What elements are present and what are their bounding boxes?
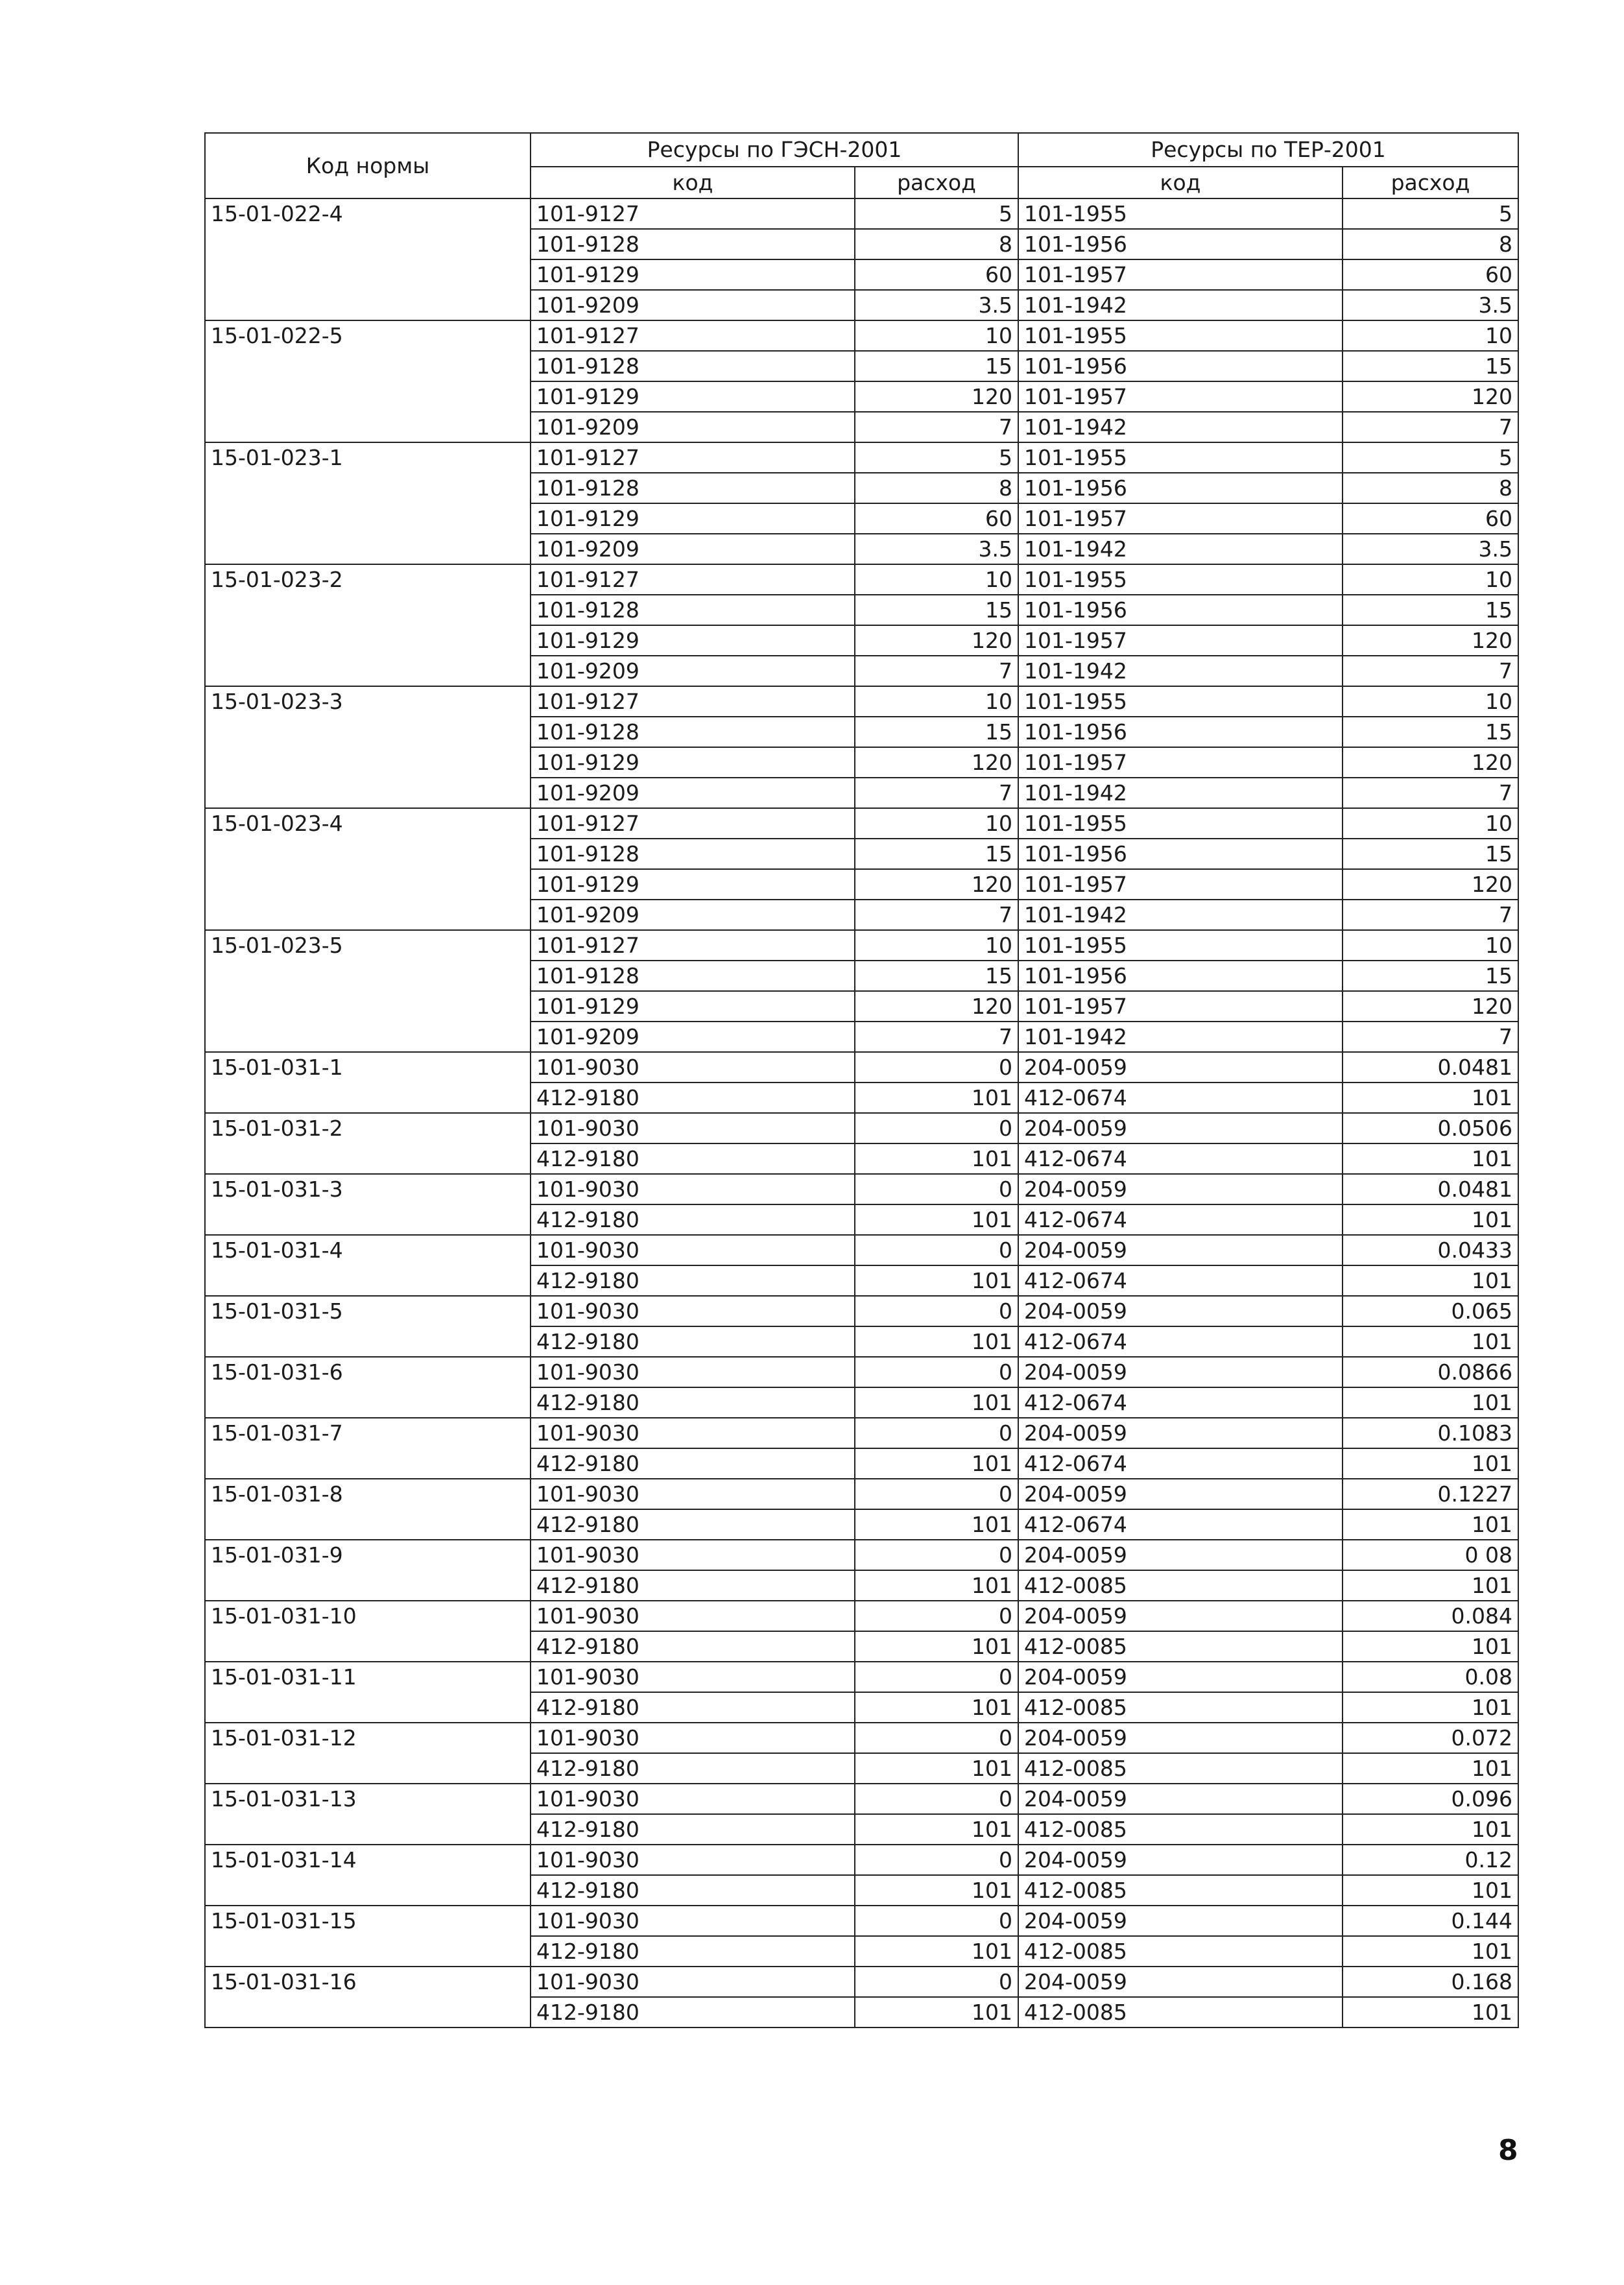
table-row — [205, 1357, 1518, 1387]
gesn-code-cell: 101-9129 — [531, 259, 855, 290]
table-row — [205, 1906, 1518, 1936]
table-row — [205, 564, 1518, 595]
page-number: 8 — [1498, 2134, 1518, 2167]
ter-code-cell: 204-0059 — [1018, 1174, 1343, 1204]
ter-code-cell: 101-1955 — [1018, 320, 1343, 351]
ter-amount-cell: 5 — [1343, 442, 1518, 473]
ter-amount-cell: 0.096 — [1343, 1784, 1518, 1814]
gesn-amount-cell: 101 — [855, 1387, 1018, 1418]
ter-code-cell: 101-1955 — [1018, 198, 1343, 229]
gesn-amount-cell: 15 — [855, 351, 1018, 381]
ter-amount-cell: 10 — [1343, 808, 1518, 839]
norm-code-cell: 15-01-023-4 — [205, 808, 531, 930]
ter-amount-cell: 0.0866 — [1343, 1357, 1518, 1387]
gesn-amount-cell: 7 — [855, 900, 1018, 930]
norm-code-cell: 15-01-023-2 — [205, 564, 531, 686]
norm-code-cell: 15-01-031-2 — [205, 1113, 531, 1174]
ter-code-cell: 412-0674 — [1018, 1387, 1343, 1418]
gesn-amount-cell: 60 — [855, 259, 1018, 290]
ter-amount-cell: 0.084 — [1343, 1601, 1518, 1631]
gesn-amount-cell: 101 — [855, 1753, 1018, 1784]
ter-amount-cell: 101 — [1343, 1448, 1518, 1479]
gesn-amount-cell: 0 — [855, 1235, 1018, 1265]
gesn-amount-cell: 101 — [855, 1814, 1018, 1845]
header-ter-amount: расход — [1343, 167, 1518, 198]
ter-code-cell: 101-1955 — [1018, 930, 1343, 961]
table-header — [205, 133, 1518, 198]
norm-code-cell: 15-01-023-3 — [205, 686, 531, 808]
gesn-code-cell: 412-9180 — [531, 1936, 855, 1967]
ter-code-cell: 412-0674 — [1018, 1143, 1343, 1174]
gesn-amount-cell: 15 — [855, 961, 1018, 991]
ter-amount-cell: 10 — [1343, 564, 1518, 595]
gesn-amount-cell: 101 — [855, 1692, 1018, 1723]
ter-amount-cell: 120 — [1343, 381, 1518, 412]
norm-code-cell: 15-01-023-1 — [205, 442, 531, 564]
ter-code-cell: 101-1957 — [1018, 747, 1343, 778]
ter-amount-cell: 8 — [1343, 229, 1518, 259]
ter-amount-cell: 101 — [1343, 1936, 1518, 1967]
gesn-amount-cell: 101 — [855, 1631, 1018, 1662]
ter-amount-cell: 15 — [1343, 839, 1518, 869]
ter-code-cell: 101-1956 — [1018, 839, 1343, 869]
ter-amount-cell: 0.12 — [1343, 1845, 1518, 1875]
ter-amount-cell: 101 — [1343, 1083, 1518, 1113]
gesn-code-cell: 101-9030 — [531, 1967, 855, 1997]
ter-code-cell: 101-1942 — [1018, 900, 1343, 930]
ter-code-cell: 204-0059 — [1018, 1235, 1343, 1265]
gesn-amount-cell: 0 — [855, 1845, 1018, 1875]
ter-amount-cell: 7 — [1343, 1022, 1518, 1052]
ter-code-cell: 412-0674 — [1018, 1083, 1343, 1113]
norm-code-cell: 15-01-022-4 — [205, 198, 531, 320]
ter-code-cell: 101-1955 — [1018, 564, 1343, 595]
ter-code-cell: 204-0059 — [1018, 1723, 1343, 1753]
ter-code-cell: 101-1957 — [1018, 381, 1343, 412]
gesn-code-cell: 101-9209 — [531, 900, 855, 930]
ter-amount-cell: 101 — [1343, 1814, 1518, 1845]
table-body — [205, 198, 1518, 2028]
ter-amount-cell: 101 — [1343, 1570, 1518, 1601]
gesn-code-cell: 101-9128 — [531, 961, 855, 991]
gesn-amount-cell: 0 — [855, 1662, 1018, 1692]
gesn-code-cell: 412-9180 — [531, 1692, 855, 1723]
gesn-amount-cell: 7 — [855, 412, 1018, 442]
gesn-amount-cell: 120 — [855, 747, 1018, 778]
ter-amount-cell: 10 — [1343, 930, 1518, 961]
ter-code-cell: 101-1957 — [1018, 503, 1343, 534]
gesn-amount-cell: 0 — [855, 1601, 1018, 1631]
gesn-code-cell: 101-9128 — [531, 229, 855, 259]
table-row — [205, 1967, 1518, 1997]
gesn-code-cell: 412-9180 — [531, 1448, 855, 1479]
gesn-code-cell: 101-9030 — [531, 1418, 855, 1448]
gesn-code-cell: 101-9030 — [531, 1052, 855, 1083]
header-gesn-code: код — [531, 167, 855, 198]
ter-amount-cell: 0.0481 — [1343, 1052, 1518, 1083]
gesn-amount-cell: 7 — [855, 778, 1018, 808]
ter-code-cell: 412-0674 — [1018, 1326, 1343, 1357]
ter-code-cell: 101-1956 — [1018, 717, 1343, 747]
gesn-code-cell: 412-9180 — [531, 1326, 855, 1357]
gesn-code-cell: 412-9180 — [531, 1509, 855, 1540]
table-row — [205, 1540, 1518, 1570]
gesn-code-cell: 101-9129 — [531, 625, 855, 656]
ter-code-cell: 412-0085 — [1018, 1570, 1343, 1601]
ter-code-cell: 101-1957 — [1018, 869, 1343, 900]
gesn-amount-cell: 7 — [855, 656, 1018, 686]
ter-amount-cell: 5 — [1343, 198, 1518, 229]
ter-amount-cell: 0.0481 — [1343, 1174, 1518, 1204]
ter-code-cell: 101-1957 — [1018, 991, 1343, 1022]
table-row — [205, 1235, 1518, 1265]
ter-amount-cell: 101 — [1343, 1631, 1518, 1662]
table-row — [205, 1174, 1518, 1204]
gesn-code-cell: 101-9128 — [531, 717, 855, 747]
header-gesn-group: Ресурсы по ГЭСН-2001 — [531, 133, 1018, 167]
table-row — [205, 1662, 1518, 1692]
gesn-code-cell: 101-9030 — [531, 1296, 855, 1326]
ter-amount-cell: 0.0506 — [1343, 1113, 1518, 1143]
ter-code-cell: 101-1942 — [1018, 1022, 1343, 1052]
ter-amount-cell: 10 — [1343, 686, 1518, 717]
gesn-code-cell: 101-9127 — [531, 686, 855, 717]
table-row — [205, 442, 1518, 473]
gesn-amount-cell: 101 — [855, 1875, 1018, 1906]
ter-code-cell: 412-0674 — [1018, 1204, 1343, 1235]
ter-code-cell: 412-0085 — [1018, 1753, 1343, 1784]
ter-code-cell: 204-0059 — [1018, 1052, 1343, 1083]
ter-code-cell: 412-0085 — [1018, 1875, 1343, 1906]
gesn-amount-cell: 120 — [855, 381, 1018, 412]
norm-code-cell: 15-01-031-10 — [205, 1601, 531, 1662]
gesn-amount-cell: 0 — [855, 1357, 1018, 1387]
gesn-amount-cell: 8 — [855, 229, 1018, 259]
resources-table — [204, 132, 1519, 2028]
gesn-code-cell: 101-9129 — [531, 869, 855, 900]
table-row — [205, 198, 1518, 229]
ter-code-cell: 204-0059 — [1018, 1540, 1343, 1570]
ter-code-cell: 204-0059 — [1018, 1784, 1343, 1814]
gesn-amount-cell: 0 — [855, 1723, 1018, 1753]
ter-code-cell: 101-1956 — [1018, 595, 1343, 625]
gesn-code-cell: 101-9127 — [531, 320, 855, 351]
ter-amount-cell: 0.168 — [1343, 1967, 1518, 1997]
ter-code-cell: 101-1957 — [1018, 625, 1343, 656]
table-row — [205, 1418, 1518, 1448]
norm-code-cell: 15-01-031-13 — [205, 1784, 531, 1845]
ter-amount-cell: 7 — [1343, 412, 1518, 442]
norm-code-cell: 15-01-031-5 — [205, 1296, 531, 1357]
gesn-amount-cell: 10 — [855, 686, 1018, 717]
ter-code-cell: 101-1957 — [1018, 259, 1343, 290]
gesn-code-cell: 101-9127 — [531, 930, 855, 961]
ter-amount-cell: 101 — [1343, 1265, 1518, 1296]
ter-amount-cell: 120 — [1343, 747, 1518, 778]
gesn-code-cell: 412-9180 — [531, 1265, 855, 1296]
ter-amount-cell: 3.5 — [1343, 534, 1518, 564]
norm-code-cell: 15-01-022-5 — [205, 320, 531, 442]
gesn-amount-cell: 101 — [855, 1509, 1018, 1540]
gesn-code-cell: 412-9180 — [531, 1204, 855, 1235]
ter-code-cell: 204-0059 — [1018, 1845, 1343, 1875]
ter-code-cell: 204-0059 — [1018, 1296, 1343, 1326]
header-norm-code: Код нормы — [205, 133, 531, 198]
gesn-amount-cell: 101 — [855, 1204, 1018, 1235]
gesn-code-cell: 101-9128 — [531, 473, 855, 503]
ter-amount-cell: 8 — [1343, 473, 1518, 503]
gesn-amount-cell: 10 — [855, 320, 1018, 351]
gesn-amount-cell: 0 — [855, 1479, 1018, 1509]
norm-code-cell: 15-01-031-8 — [205, 1479, 531, 1540]
table-row — [205, 320, 1518, 351]
gesn-amount-cell: 0 — [855, 1540, 1018, 1570]
gesn-amount-cell: 101 — [855, 1326, 1018, 1357]
ter-code-cell: 412-0674 — [1018, 1448, 1343, 1479]
ter-code-cell: 101-1942 — [1018, 412, 1343, 442]
norm-code-cell: 15-01-031-16 — [205, 1967, 531, 2028]
ter-code-cell: 101-1956 — [1018, 351, 1343, 381]
ter-amount-cell: 0.144 — [1343, 1906, 1518, 1936]
gesn-code-cell: 101-9030 — [531, 1784, 855, 1814]
gesn-amount-cell: 3.5 — [855, 290, 1018, 320]
gesn-amount-cell: 120 — [855, 625, 1018, 656]
ter-code-cell: 101-1956 — [1018, 473, 1343, 503]
gesn-amount-cell: 10 — [855, 930, 1018, 961]
ter-code-cell: 204-0059 — [1018, 1418, 1343, 1448]
table-row — [205, 1723, 1518, 1753]
gesn-amount-cell: 15 — [855, 839, 1018, 869]
ter-amount-cell: 120 — [1343, 991, 1518, 1022]
ter-amount-cell: 0.1227 — [1343, 1479, 1518, 1509]
norm-code-cell: 15-01-031-12 — [205, 1723, 531, 1784]
gesn-code-cell: 412-9180 — [531, 1997, 855, 2028]
gesn-amount-cell: 0 — [855, 1784, 1018, 1814]
gesn-code-cell: 101-9129 — [531, 381, 855, 412]
ter-code-cell: 204-0059 — [1018, 1479, 1343, 1509]
gesn-code-cell: 101-9030 — [531, 1540, 855, 1570]
ter-amount-cell: 101 — [1343, 1326, 1518, 1357]
norm-code-cell: 15-01-031-15 — [205, 1906, 531, 1967]
gesn-code-cell: 412-9180 — [531, 1875, 855, 1906]
gesn-code-cell: 101-9127 — [531, 564, 855, 595]
header-ter-group: Ресурсы по ТЕР-2001 — [1018, 133, 1518, 167]
table-row — [205, 1845, 1518, 1875]
ter-code-cell: 101-1942 — [1018, 290, 1343, 320]
table-row — [205, 1113, 1518, 1143]
gesn-code-cell: 101-9209 — [531, 1022, 855, 1052]
norm-code-cell: 15-01-023-5 — [205, 930, 531, 1052]
gesn-amount-cell: 7 — [855, 1022, 1018, 1052]
gesn-code-cell: 101-9127 — [531, 198, 855, 229]
gesn-code-cell: 412-9180 — [531, 1083, 855, 1113]
gesn-amount-cell: 0 — [855, 1967, 1018, 1997]
ter-code-cell: 101-1955 — [1018, 686, 1343, 717]
gesn-amount-cell: 10 — [855, 808, 1018, 839]
table-row — [205, 930, 1518, 961]
gesn-code-cell: 101-9030 — [531, 1906, 855, 1936]
gesn-amount-cell: 15 — [855, 595, 1018, 625]
gesn-amount-cell: 3.5 — [855, 534, 1018, 564]
ter-code-cell: 101-1942 — [1018, 656, 1343, 686]
ter-amount-cell: 120 — [1343, 625, 1518, 656]
gesn-amount-cell: 5 — [855, 198, 1018, 229]
norm-code-cell: 15-01-031-14 — [205, 1845, 531, 1906]
gesn-amount-cell: 101 — [855, 1570, 1018, 1601]
ter-code-cell: 412-0674 — [1018, 1265, 1343, 1296]
ter-amount-cell: 101 — [1343, 1875, 1518, 1906]
ter-amount-cell: 7 — [1343, 656, 1518, 686]
gesn-code-cell: 101-9030 — [531, 1479, 855, 1509]
table-row — [205, 1784, 1518, 1814]
ter-amount-cell: 101 — [1343, 1143, 1518, 1174]
ter-code-cell: 204-0059 — [1018, 1601, 1343, 1631]
ter-amount-cell: 101 — [1343, 1753, 1518, 1784]
gesn-code-cell: 101-9030 — [531, 1723, 855, 1753]
gesn-code-cell: 101-9030 — [531, 1357, 855, 1387]
ter-amount-cell: 7 — [1343, 900, 1518, 930]
ter-amount-cell: 15 — [1343, 717, 1518, 747]
gesn-code-cell: 101-9030 — [531, 1113, 855, 1143]
gesn-code-cell: 412-9180 — [531, 1570, 855, 1601]
ter-code-cell: 412-0085 — [1018, 1814, 1343, 1845]
norm-code-cell: 15-01-031-3 — [205, 1174, 531, 1235]
gesn-code-cell: 412-9180 — [531, 1753, 855, 1784]
ter-code-cell: 101-1956 — [1018, 229, 1343, 259]
gesn-code-cell: 412-9180 — [531, 1814, 855, 1845]
gesn-code-cell: 101-9030 — [531, 1662, 855, 1692]
ter-amount-cell: 15 — [1343, 961, 1518, 991]
gesn-amount-cell: 0 — [855, 1052, 1018, 1083]
gesn-amount-cell: 0 — [855, 1296, 1018, 1326]
ter-amount-cell: 15 — [1343, 351, 1518, 381]
ter-code-cell: 101-1942 — [1018, 534, 1343, 564]
gesn-code-cell: 101-9129 — [531, 747, 855, 778]
gesn-code-cell: 101-9209 — [531, 290, 855, 320]
gesn-code-cell: 101-9127 — [531, 442, 855, 473]
gesn-code-cell: 101-9128 — [531, 595, 855, 625]
table-row — [205, 686, 1518, 717]
norm-code-cell: 15-01-031-1 — [205, 1052, 531, 1113]
gesn-code-cell: 101-9030 — [531, 1235, 855, 1265]
table-row — [205, 1479, 1518, 1509]
gesn-amount-cell: 101 — [855, 1448, 1018, 1479]
norm-code-cell: 15-01-031-4 — [205, 1235, 531, 1296]
gesn-code-cell: 101-9129 — [531, 991, 855, 1022]
gesn-amount-cell: 5 — [855, 442, 1018, 473]
gesn-code-cell: 101-9128 — [531, 839, 855, 869]
ter-code-cell: 412-0085 — [1018, 1997, 1343, 2028]
gesn-code-cell: 412-9180 — [531, 1143, 855, 1174]
ter-code-cell: 204-0059 — [1018, 1113, 1343, 1143]
ter-amount-cell: 15 — [1343, 595, 1518, 625]
norm-code-cell: 15-01-031-6 — [205, 1357, 531, 1418]
header-gesn-amount: расход — [855, 167, 1018, 198]
gesn-amount-cell: 101 — [855, 1936, 1018, 1967]
ter-code-cell: 204-0059 — [1018, 1662, 1343, 1692]
ter-amount-cell: 101 — [1343, 1692, 1518, 1723]
header-row-top — [205, 133, 1518, 167]
ter-code-cell: 101-1955 — [1018, 442, 1343, 473]
ter-amount-cell: 60 — [1343, 259, 1518, 290]
header-ter-code: код — [1018, 167, 1343, 198]
ter-amount-cell: 0.0433 — [1343, 1235, 1518, 1265]
ter-code-cell: 101-1942 — [1018, 778, 1343, 808]
ter-amount-cell: 101 — [1343, 1204, 1518, 1235]
ter-code-cell: 412-0085 — [1018, 1631, 1343, 1662]
ter-code-cell: 101-1955 — [1018, 808, 1343, 839]
ter-amount-cell: 120 — [1343, 869, 1518, 900]
gesn-amount-cell: 101 — [855, 1265, 1018, 1296]
gesn-code-cell: 101-9030 — [531, 1601, 855, 1631]
ter-code-cell: 412-0085 — [1018, 1936, 1343, 1967]
gesn-amount-cell: 120 — [855, 991, 1018, 1022]
gesn-code-cell: 101-9209 — [531, 656, 855, 686]
table-row — [205, 1296, 1518, 1326]
ter-amount-cell: 101 — [1343, 1387, 1518, 1418]
table-row — [205, 1052, 1518, 1083]
gesn-amount-cell: 0 — [855, 1418, 1018, 1448]
gesn-amount-cell: 120 — [855, 869, 1018, 900]
ter-amount-cell: 0.08 — [1343, 1662, 1518, 1692]
gesn-code-cell: 101-9030 — [531, 1174, 855, 1204]
ter-code-cell: 101-1956 — [1018, 961, 1343, 991]
gesn-code-cell: 101-9209 — [531, 778, 855, 808]
ter-code-cell: 412-0085 — [1018, 1692, 1343, 1723]
ter-amount-cell: 3.5 — [1343, 290, 1518, 320]
gesn-amount-cell: 60 — [855, 503, 1018, 534]
ter-code-cell: 204-0059 — [1018, 1967, 1343, 1997]
gesn-code-cell: 412-9180 — [531, 1387, 855, 1418]
gesn-code-cell: 101-9209 — [531, 412, 855, 442]
gesn-amount-cell: 0 — [855, 1174, 1018, 1204]
ter-amount-cell: 0.1083 — [1343, 1418, 1518, 1448]
gesn-code-cell: 101-9128 — [531, 351, 855, 381]
ter-amount-cell: 101 — [1343, 1509, 1518, 1540]
table-row — [205, 1601, 1518, 1631]
gesn-amount-cell: 101 — [855, 1997, 1018, 2028]
gesn-code-cell: 101-9209 — [531, 534, 855, 564]
norm-code-cell: 15-01-031-7 — [205, 1418, 531, 1479]
ter-amount-cell: 60 — [1343, 503, 1518, 534]
gesn-amount-cell: 15 — [855, 717, 1018, 747]
table-row — [205, 808, 1518, 839]
norm-code-cell: 15-01-031-9 — [205, 1540, 531, 1601]
gesn-code-cell: 101-9127 — [531, 808, 855, 839]
ter-amount-cell: 7 — [1343, 778, 1518, 808]
ter-code-cell: 204-0059 — [1018, 1906, 1343, 1936]
gesn-amount-cell: 8 — [855, 473, 1018, 503]
norm-code-cell: 15-01-031-11 — [205, 1662, 531, 1723]
ter-amount-cell: 101 — [1343, 1997, 1518, 2028]
gesn-code-cell: 412-9180 — [531, 1631, 855, 1662]
ter-amount-cell: 0.065 — [1343, 1296, 1518, 1326]
ter-amount-cell: 0 08 — [1343, 1540, 1518, 1570]
gesn-amount-cell: 101 — [855, 1083, 1018, 1113]
ter-code-cell: 412-0674 — [1018, 1509, 1343, 1540]
gesn-amount-cell: 10 — [855, 564, 1018, 595]
gesn-code-cell: 101-9030 — [531, 1845, 855, 1875]
gesn-code-cell: 101-9129 — [531, 503, 855, 534]
ter-amount-cell: 0.072 — [1343, 1723, 1518, 1753]
ter-code-cell: 204-0059 — [1018, 1357, 1343, 1387]
ter-amount-cell: 10 — [1343, 320, 1518, 351]
gesn-amount-cell: 0 — [855, 1906, 1018, 1936]
gesn-amount-cell: 101 — [855, 1143, 1018, 1174]
gesn-amount-cell: 0 — [855, 1113, 1018, 1143]
